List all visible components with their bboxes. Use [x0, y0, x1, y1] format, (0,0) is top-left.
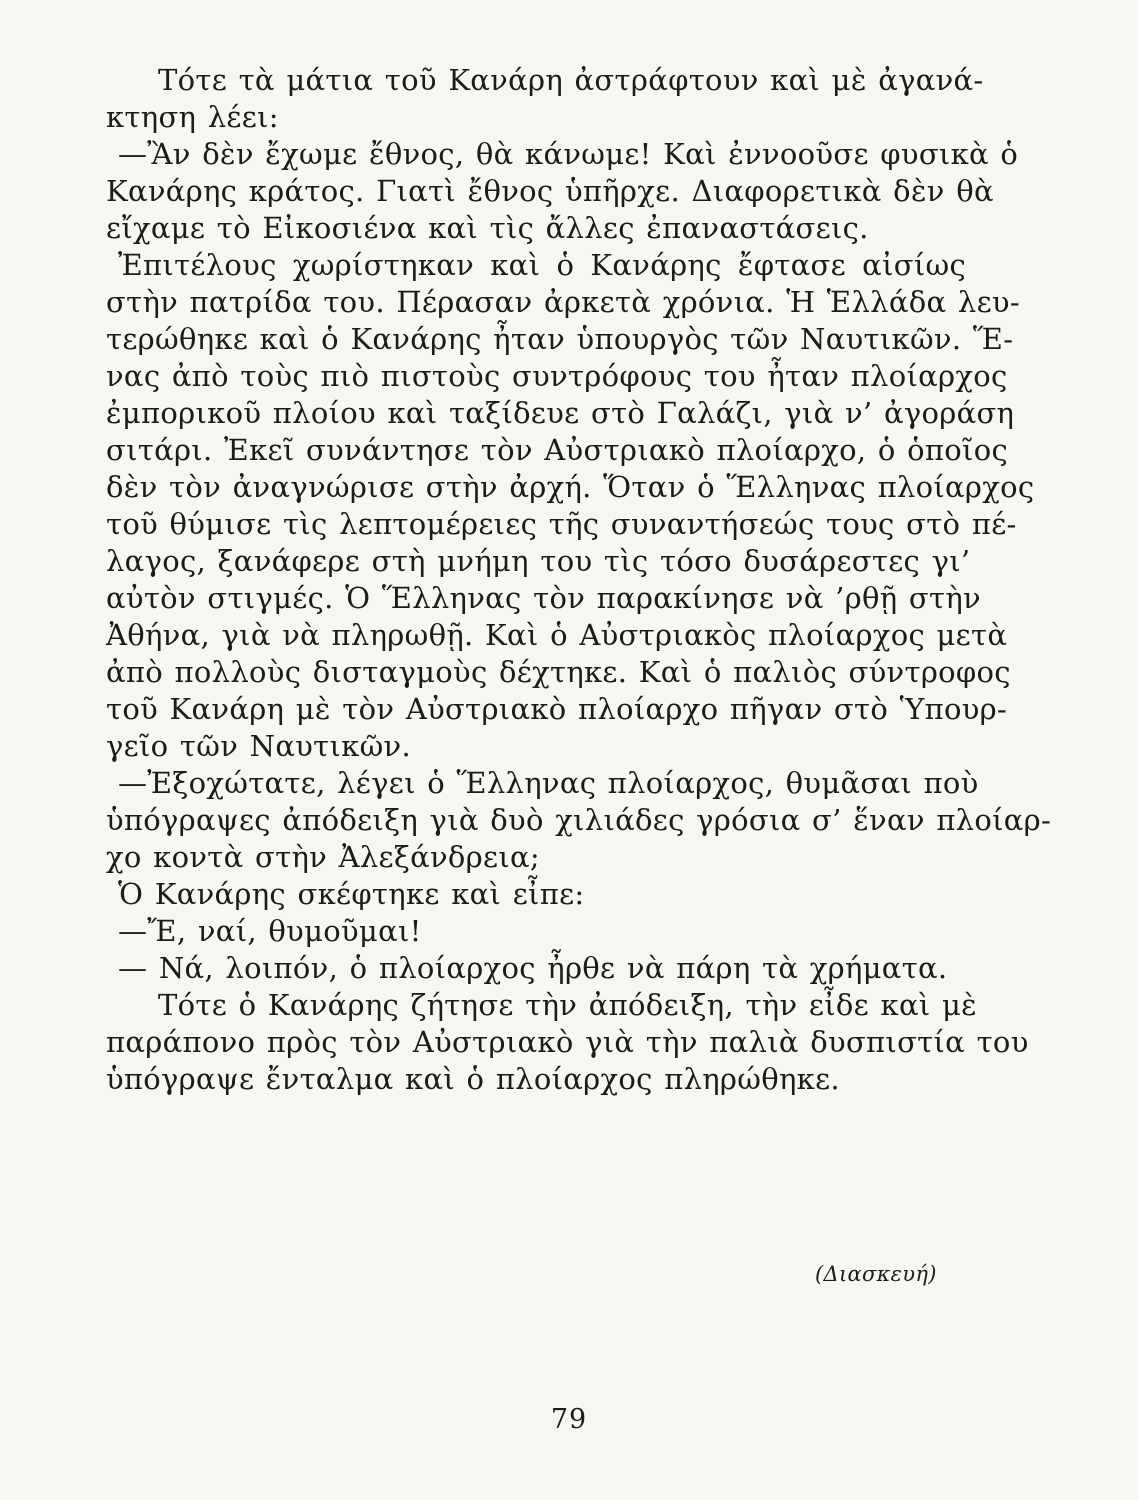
text-line: σιτάρι. Ἐκεῖ συνάντησε τὸν Αὐστριακὸ πλοίαρχο, ὁ ὁποῖος	[106, 433, 1009, 467]
text-line: Κανάρης κράτος. Γιατὶ ἔθνος ὑπῆρχε. Διαφορετικὰ δὲν θὰ	[106, 174, 994, 208]
text-line: Τότε τὰ μάτια τοῦ Κανάρη ἀστράφτουν καὶ μὲ ἀγανά-	[158, 63, 984, 97]
text-line: εἴχαμε τὸ Εἰκοσιένα καὶ τὶς ἄλλες ἐπαναστάσεις.	[106, 211, 869, 245]
text-line: ὑπόγραψες ἀπόδειξη γιὰ δυὸ χιλιάδες γρόσια σ’ ἕναν πλοίαρ-	[106, 803, 1052, 837]
text-line: γεῖο τῶν Ναυτικῶν.	[106, 729, 411, 763]
text-line: στὴν πατρίδα του. Πέρασαν ἀρκετὰ χρόνια. Ἡ Ἑλλάδα λευ-	[106, 285, 1020, 319]
text-line: νας ἀπὸ τοὺς πιὸ πιστοὺς συντρόφους του ἦταν πλοίαρχος	[106, 359, 1008, 393]
text-line: λαγος, ξανάφερε στὴ μνήμη του τὶς τόσο δυσάρεστες γι’	[106, 544, 971, 578]
text-line: ὑπόγραψε ἔνταλμα καὶ ὁ πλοίαρχος πληρώθηκε.	[106, 1062, 840, 1096]
text-line: τερώθηκε καὶ ὁ Κανάρης ἦταν ὑπουργὸς τῶν Ναυτικῶν. Ἕ-	[106, 322, 1014, 356]
text-line: δὲν τὸν ἀναγνώρισε στὴν ἀρχή. Ὅταν ὁ Ἕλληνας πλοίαρχος	[106, 470, 1035, 504]
text-line: αὐτὸν στιγμές. Ὁ Ἕλληνας τὸν παρακίνησε νὰ ’ρθῇ στὴν	[106, 581, 981, 615]
text-line: Τότε ὁ Κανάρης ζήτησε τὴν ἀπόδειξη, τὴν εἶδε καὶ μὲ	[158, 988, 978, 1022]
text-line: —Ἐξοχώτατε, λέγει ὁ Ἕλληνας πλοίαρχος, θυμᾶσαι ποὺ	[118, 766, 979, 800]
text-line: τοῦ Κανάρη μὲ τὸν Αὐστριακὸ πλοίαρχο πῆγαν στὸ Ὑπουρ-	[106, 692, 1008, 726]
text-line: ἐμπορικοῦ πλοίου καὶ ταξίδευε στὸ Γαλάζι, γιὰ ν’ ἀγοράση	[106, 396, 1015, 430]
text-line: Ὁ Κανάρης σκέφτηκε καὶ εἶπε:	[118, 877, 585, 911]
text-line: χο κοντὰ στὴν Ἀλεξάνδρεια;	[106, 840, 540, 874]
text-line: —Ἔ, ναί, θυμοῦμαι!	[118, 914, 422, 948]
text-line: ἀπὸ πολλοὺς δισταγμοὺς δέχτηκε. Καὶ ὁ παλιὸς σύντροφος	[106, 655, 1011, 689]
text-line: τοῦ θύμισε τὶς λεπτομέρειες τῆς συναντήσεώς τους στὸ πέ-	[106, 507, 1017, 541]
body-text	[106, 62, 1052, 1098]
text-line: παράπονο πρὸς τὸν Αὐστριακὸ γιὰ τὴν παλιὰ δυσπιστία του	[106, 1025, 1029, 1059]
page-number: 79	[550, 1404, 588, 1435]
text-line: κτηση λέει:	[106, 100, 279, 134]
text-line: — Νά, λοιπόν, ὁ πλοίαρχος ἦρθε νὰ πάρη τὰ χρήματα.	[118, 951, 948, 985]
text-line: —Ἂν δὲν ἔχωμε ἔθνος, θὰ κάνωμε! Καὶ ἐννοοῦσε φυσικὰ ὁ	[118, 137, 1019, 171]
text-line: Ἐπιτέλους χωρίστηκαν καὶ ὁ Κανάρης ἔφτασε αἰσίως	[118, 248, 966, 282]
attribution: (Διασκευή)	[815, 1262, 937, 1286]
text-line: Ἀθήνα, γιὰ νὰ πληρωθῇ. Καὶ ὁ Αὐστριακὸς πλοίαρχος μετὰ	[106, 618, 1008, 652]
